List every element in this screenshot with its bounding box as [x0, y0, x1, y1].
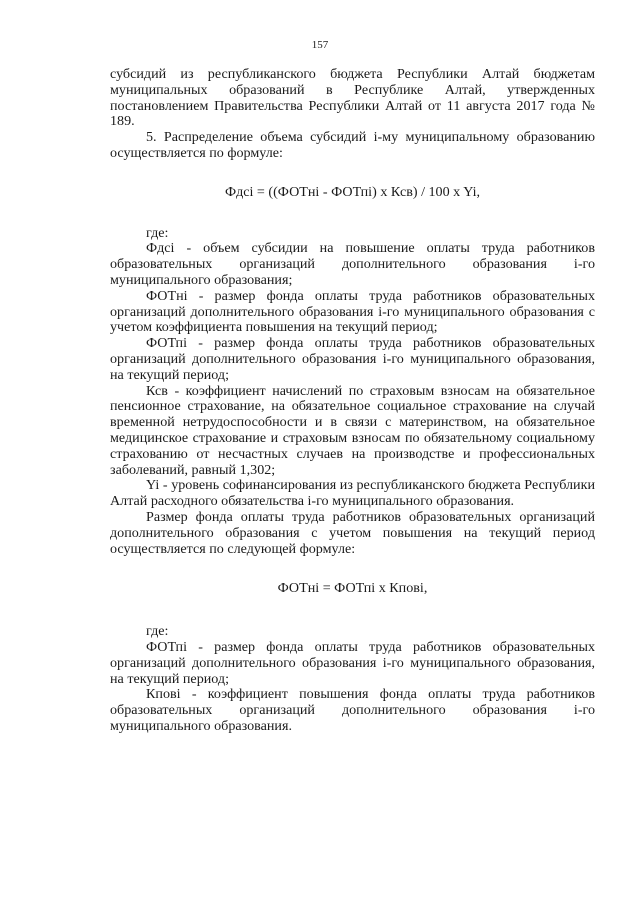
where-label: где:: [146, 224, 169, 241]
definition-fotni: ФОТнi - размер фонда оплаты труда работников образовательных организаций дополнительного образования i-го муниципального образования с учетом коэффициента повышения на текущий период;: [110, 287, 595, 336]
definition-yi: Yi - уровень софинансирования из республиканского бюджета Республики Алтай расходного обязательства i-го муниципального образования.: [110, 477, 595, 510]
definition-kpovi: Кповi - коэффициент повышения фонда оплаты труда работников образовательных организаций дополнительного образования i-го муниципального образования.: [110, 686, 595, 734]
definition-fdsi: Фдсi - объем субсидии на повышение оплаты труда работников образовательных организаций дополнительного образования i-го муниципального образования;: [110, 240, 595, 288]
formula-fund: ФОТнi = ФОТпi x Кповi,: [277, 580, 428, 597]
paragraph-continuation: субсидий из республиканского бюджета Республики Алтай бюджетам муниципальных образований в Республике Алтай, утвержденных постановлением Правительства Республики Алтай от 11 августа 2017 года № 189.: [110, 66, 595, 130]
page-number: 157: [311, 39, 329, 51]
definition-ksv: Ксв - коэффициент начислений по страховым взносам на обязательное пенсионное страхование, на обязательное социальное страхование на случай временной нетрудоспособности и в связи с материнством, на обязательное медицинское страхование и страховым взносам по обязательному социальному страхованию от несчастных случаев на производстве и профессиональных заболеваний, равный 1,302;: [110, 382, 595, 478]
formula-subsidy: Фдсi = ((ФОТнi - ФОТпi) x Ксв) / 100 x Yi,: [224, 183, 481, 200]
document-body: [110, 67, 595, 735]
paragraph-fund-size: Размер фонда оплаты труда работников образовательных организаций дополнительного образования с учетом повышения на текущий период осуществляется по следующей формуле:: [110, 508, 595, 557]
where-label-2: где:: [146, 623, 169, 640]
paragraph-item-5: 5. Распределение объема субсидий i-му муниципальному образованию осуществляется по формуле:: [110, 129, 595, 161]
definition-fotpi: ФОТпi - размер фонда оплаты труда работников образовательных организаций дополнительного образования i-го муниципального образования, на текущий период;: [110, 335, 595, 383]
definition-fotpi-2: ФОТпi - размер фонда оплаты труда работников образовательных организаций дополнительного образования i-го муниципального образования, на текущий период;: [110, 638, 595, 687]
